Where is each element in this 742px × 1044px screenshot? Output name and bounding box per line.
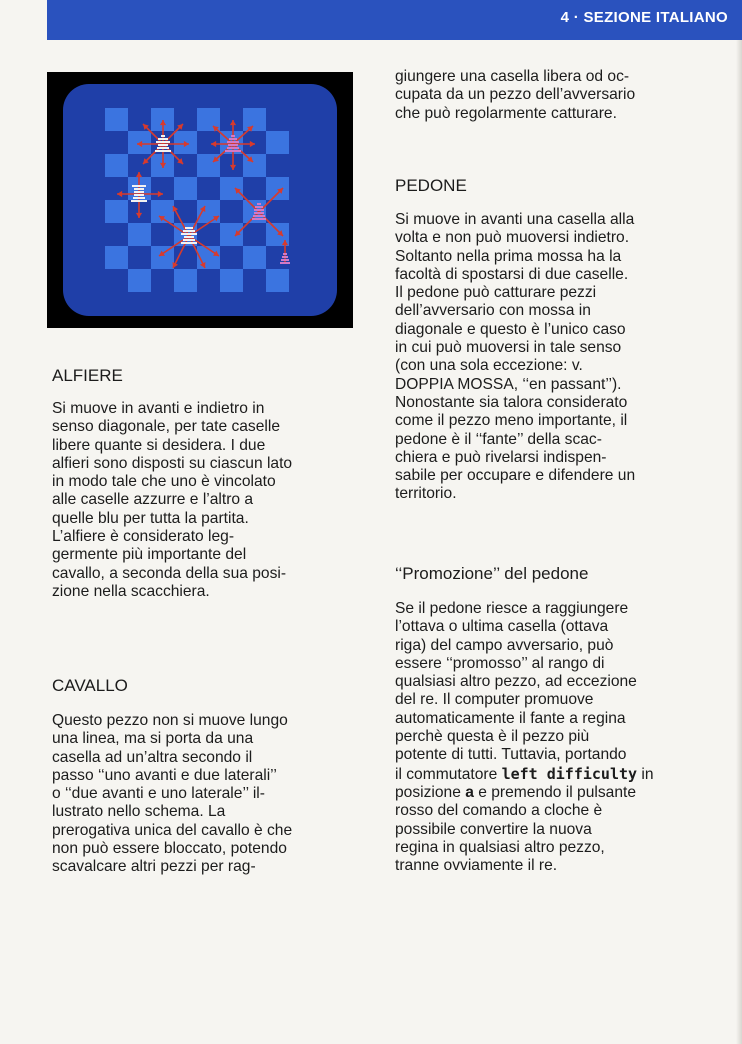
continuation-section (395, 68, 705, 123)
board-square (174, 177, 197, 200)
board-square (105, 200, 128, 223)
page-edge-shadow (736, 40, 742, 1044)
position-a-label: a (465, 783, 474, 801)
chess-screen-illustration (47, 72, 353, 328)
board-square (105, 154, 128, 177)
board-square (243, 154, 266, 177)
board-square (128, 223, 151, 246)
board-square (266, 177, 289, 200)
pedone-heading: PEDONE (395, 176, 467, 195)
board-square (266, 131, 289, 154)
left-difficulty-label: left difficulty (501, 764, 638, 783)
board-square (220, 269, 243, 292)
board-square (151, 246, 174, 269)
promozione-text-2: in posizione (395, 765, 654, 801)
promozione-body (395, 600, 705, 875)
alfiere-body: Si muove in avanti e indietro in senso diagonale, per tate caselle libere quante si desidera. I due alfieri sono disposti su ciascun lato in modo tale che uno è vincolato alle caselle azzurre e l’altro a quelle blu per tutta la partita. L’alfiere è considerato leg- germente più importante del cavallo, a seconda della sua posi- zione nella scacchiera. (52, 400, 293, 600)
board-square (128, 269, 151, 292)
pedone-body: Si muove in avanti una casella alla volta e non può muoversi indietro. Soltanto nella prima mossa ha la facoltà di spostarsi di due caselle. Il pedone può catturare pezzi dell’avversario con mossa in diagonale e questo è l’unico caso in cui può muoversi in tale senso (con una sola eccezione: v. DOPPIA MOSSA, ‘‘en passant’’). Nonostante sia talora considerato come il pezzo meno importante, il pedone è il ‘‘fante’’ della scac- chiera e può rivelarsi indispen- sabile per occupare e difendere un territorio. (395, 211, 636, 503)
board-square (266, 269, 289, 292)
board-square (105, 108, 128, 131)
board-square (174, 269, 197, 292)
chessboard-diagram (47, 72, 353, 328)
board-square (243, 246, 266, 269)
promozione-section (395, 564, 705, 875)
alfiere-heading: ALFIERE (52, 366, 123, 385)
cavallo-heading: CAVALLO (52, 676, 128, 695)
promozione-heading: ‘‘Promozione’’ del pedone (395, 564, 589, 583)
cavallo-body: Questo pezzo non si muove lungo una linea, ma si porta da una casella ad un’altra secondo il passo ‘‘uno avanti e due laterali’’ o ‘‘due avanti e uno laterale’’ il- lustrato nello schema. La prerogativa unica del cavallo è che non può essere bloccato, potendo scavalcare altri pezzi per rag- (52, 712, 293, 876)
alfiere-section (52, 366, 352, 601)
section-title: 4 · SEZIONE ITALIANO (560, 9, 728, 26)
cavallo-section (52, 676, 352, 877)
section-header-bar (47, 0, 742, 40)
promozione-text-3: e premendo il pulsante rosso del comando a cloche è possibile convertire la nuova regina in qualsiasi altro pezzo, tranne ovviamente il re. (395, 783, 637, 875)
continuation-body: giungere una casella libera od oc- cupata da un pezzo dell’avversario che può regolarmente catturare. (395, 68, 636, 122)
board-square (220, 177, 243, 200)
board-square (105, 246, 128, 269)
pedone-section (395, 176, 705, 504)
board-square (243, 108, 266, 131)
board-square (197, 154, 220, 177)
promozione-text-1: Se il pedone riesce a raggiungere l’ottava o ultima casella (ottava riga) del campo avversario, può essere ‘‘promosso’’ al rango di qualsiasi altro pezzo, ad eccezione del re. Il computer promuove automaticamente il fante a regina perchè questa è il pezzo più potente di tutti. Tuttavia, portando il commutatore (395, 600, 637, 783)
